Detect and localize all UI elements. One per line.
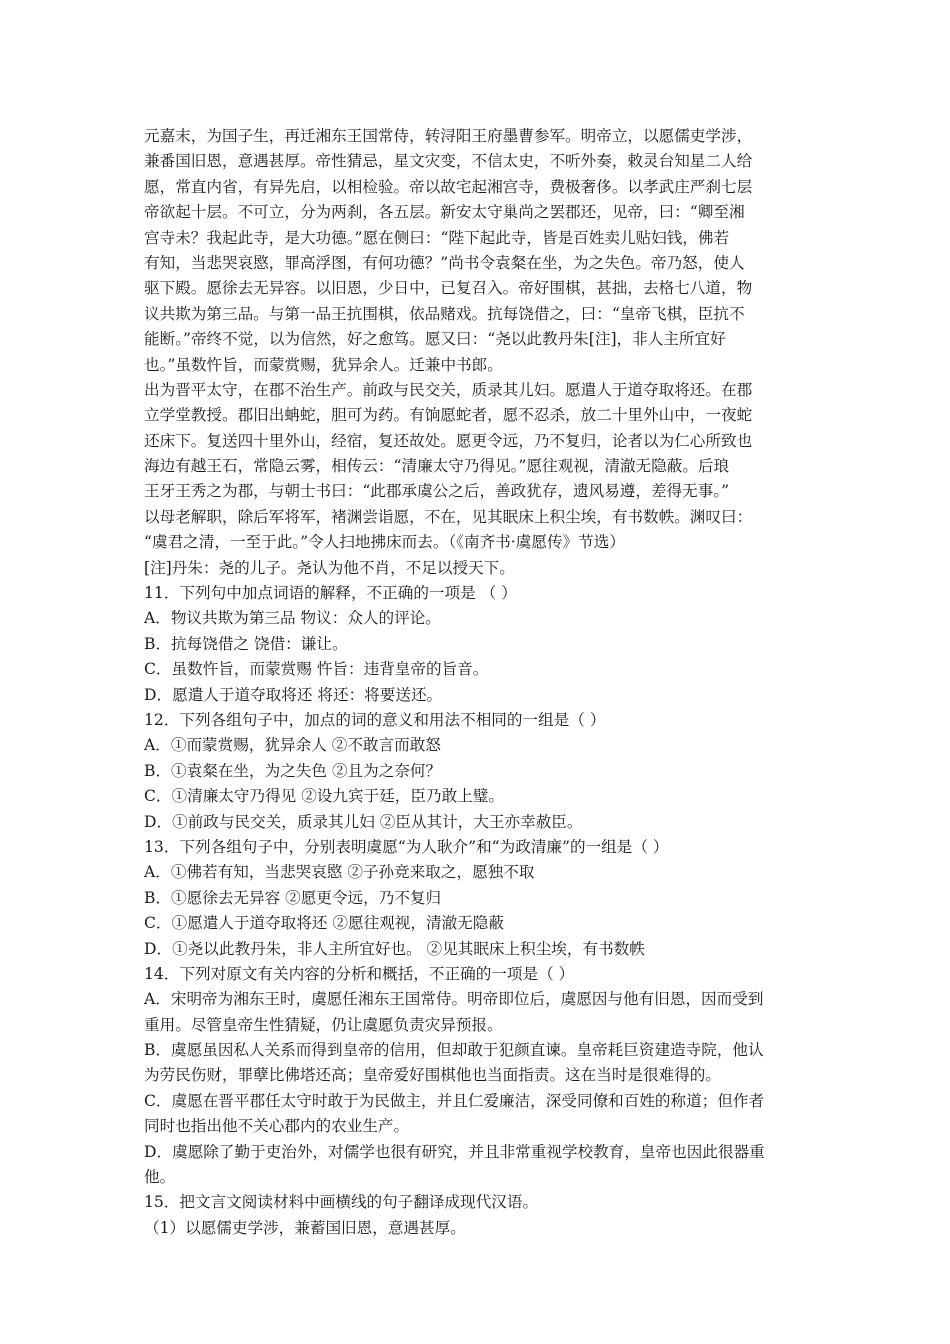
text-line: 宫寺未？我起此寺，是大功德。”愿在侧曰：“陛下起此寺，皆是百姓卖儿贴妇钱，佛若: [144, 228, 730, 247]
option-c: C．①愿遣人于道夺取将还 ②愿往观视，清澈无隐蔽: [144, 914, 504, 933]
text-line: 以母老解职，除后军将军，褚渊尝诣愿，不在，见其眠床上积尘埃，有书数帙。渊叹曰：: [144, 507, 753, 526]
text-line: 还床下。复送四十里外山，经宿，复还故处。愿更令远，乃不复归，论者以为仁心所致也: [144, 431, 753, 450]
option-b: B．抗每饶借之 饶借：谦让。: [144, 634, 348, 653]
text-line: 驱下殿。愿徐去无异容。以旧恩，少日中，已复召入。帝好围棋，甚拙，去格七八道，物: [144, 279, 753, 298]
option-b: B．①袁粲在坐，为之失色 ②且为之奈何？: [144, 761, 442, 780]
text-line: 元嘉末，为国子生，再迁湘东王国常侍，转浔阳王府墨曹参军。明帝立，以愿儒吏学涉，: [144, 127, 753, 145]
option-d: D．①前政与民交关，质录其儿妇 ②臣从其计，大王亦幸赦臣。: [144, 812, 583, 831]
option-c: C．虞愿在晋平郡任太守时敢于为民做主，并且仁爱廉洁，深受同僚和百姓的称道；但作者: [144, 1091, 765, 1110]
footnote: [注]丹朱：尧的儿子。尧认为他不肖，不足以授天下。: [144, 558, 515, 577]
text-line: 议共欺为第三品。与第一品王抗围棋，依品赌戏。抗每饶借之，曰：“皇帝飞棋，臣抗不: [144, 304, 745, 323]
passage-paragraph-1: [144, 124, 816, 378]
text-line: 能断。”帝终不觉，以为信然，好之愈笃。愿又曰：“尧以此教丹朱[注]，非人主所宜好: [144, 330, 726, 349]
option-a: A．①而蒙赏赐，犹异余人 ②不敢言而敢怒: [144, 736, 441, 755]
option-c: C．①清廉太守乃得见 ②设九宾于廷，臣乃敢上璧。: [144, 787, 504, 806]
option-c-cont: 同时也指出他不关心郡内的农业生产。: [144, 1117, 410, 1136]
text-line: 海边有越王石，常隐云雾，相传云：“清廉太守乃得见。”愿往观视，清澈无隐蔽。后琅: [144, 457, 730, 476]
question-stem: 11．下列句中加点词语的解释，不正确的一项是 （ ）: [144, 584, 517, 603]
text-line: 也。”虽数忤旨，而蒙赏赐，犹异余人。迁兼中书郎。: [144, 355, 503, 374]
passage-paragraph-2: [144, 378, 816, 556]
question-13: [144, 835, 816, 962]
text-line: 帝欲起十层。不可立，分为两刹，各五层。新安太守巢尚之罢郡还，见帝，曰：“卿至湘: [144, 203, 745, 222]
question-stem: 13．下列各组句子中，分别表明虞愿“为人耿介”和“为政清廉”的一组是（ ）: [144, 837, 669, 856]
option-b: B．①愿徐去无异容 ②愿更令远，乃不复归: [144, 888, 442, 907]
text-line: 出为晋平太守，在郡不治生产。前政与民交关，质录其儿妇。愿遣人于道夺取将还。在郡: [144, 380, 753, 399]
document-page: [144, 124, 816, 1241]
option-a: A．物议共欺为第三品 物议：众人的评论。: [144, 609, 441, 628]
translation-item-1: （1）以愿儒吏学涉，兼蓄国旧恩，意遇甚厚。: [144, 1218, 466, 1237]
text-line: 有知，当悲哭哀愍，罪高浮图，有何功德？”尚书令袁粲在坐，为之失色。帝乃怒，使人: [144, 253, 745, 272]
option-d-cont: 他。: [144, 1168, 176, 1187]
question-stem: 14．下列对原文有关内容的分析和概括，不正确的一项是（ ）: [144, 964, 575, 983]
option-a: A．①佛若有知，当悲哭哀愍 ②子孙竞来取之，愿独不取: [144, 863, 535, 882]
text-line: 兼番国旧恩，意遇甚厚。帝性猜忌，星文灾变，不信太史，不听外奏，敕灵台知星二人给: [144, 152, 753, 171]
text-line: 愿，常直内省，有异先启，以相检验。帝以故宅起湘宫寺，费极奢侈。以孝武庄严刹七层: [144, 177, 753, 196]
option-d: D．①尧以此教丹朱，非人主所宜好也。 ②见其眠床上积尘埃，有书数帙: [144, 939, 645, 958]
question-12: [144, 708, 816, 835]
option-a-cont: 重用。尽管皇帝生性猜疑，仍让虞愿负责灾异预报。: [144, 1015, 503, 1034]
text-line: “虞君之清，一至于此。”令人扫地拂床而去。（《南齐书·虞愿传》节选）: [144, 533, 625, 552]
question-11: [144, 581, 816, 708]
question-stem: 12．下列各组句子中，加点的词的意义和用法不相同的一组是（ ）: [144, 710, 606, 729]
text-line: 王牙王秀之为郡，与朝士书曰：“此郡承虞公之后，善政犹存，遗风易遵，差得无事。”: [144, 482, 730, 501]
question-stem: 15．把文言文阅读材料中画横线的句子翻译成现代汉语。: [144, 1193, 539, 1212]
text-line: 立学堂教授。郡旧出蚺蛇，胆可为药。有饷愿蛇者，愿不忍杀，放二十里外山中，一夜蛇: [144, 406, 753, 425]
option-d: D．愿遣人于道夺取将还 将还：将要送还。: [144, 685, 443, 704]
question-14: [144, 962, 816, 1191]
option-a: A．宋明帝为湘东王时，虞愿任湘东王国常侍。明帝即位后，虞愿因与他有旧恩，因而受到: [144, 990, 764, 1009]
option-b: B．虞愿虽因私人关系而得到皇帝的信用，但却敢于犯颜直谏。皇帝耗巨资建造寺院，他认: [144, 1041, 764, 1060]
option-c: C．虽数忤旨，而蒙赏赐 忤旨：违背皇帝的旨音。: [144, 660, 489, 679]
option-b-cont: 为劳民伤财，罪孽比佛塔还高；皇帝爱好围棋他也当面指责。这在当时是很难得的。: [144, 1066, 721, 1085]
question-15: [144, 1190, 816, 1241]
option-d: D．虞愿除了勤于吏治外，对儒学也很有研究，并且非常重视学校教育，皇帝也因此很器重: [144, 1142, 765, 1161]
